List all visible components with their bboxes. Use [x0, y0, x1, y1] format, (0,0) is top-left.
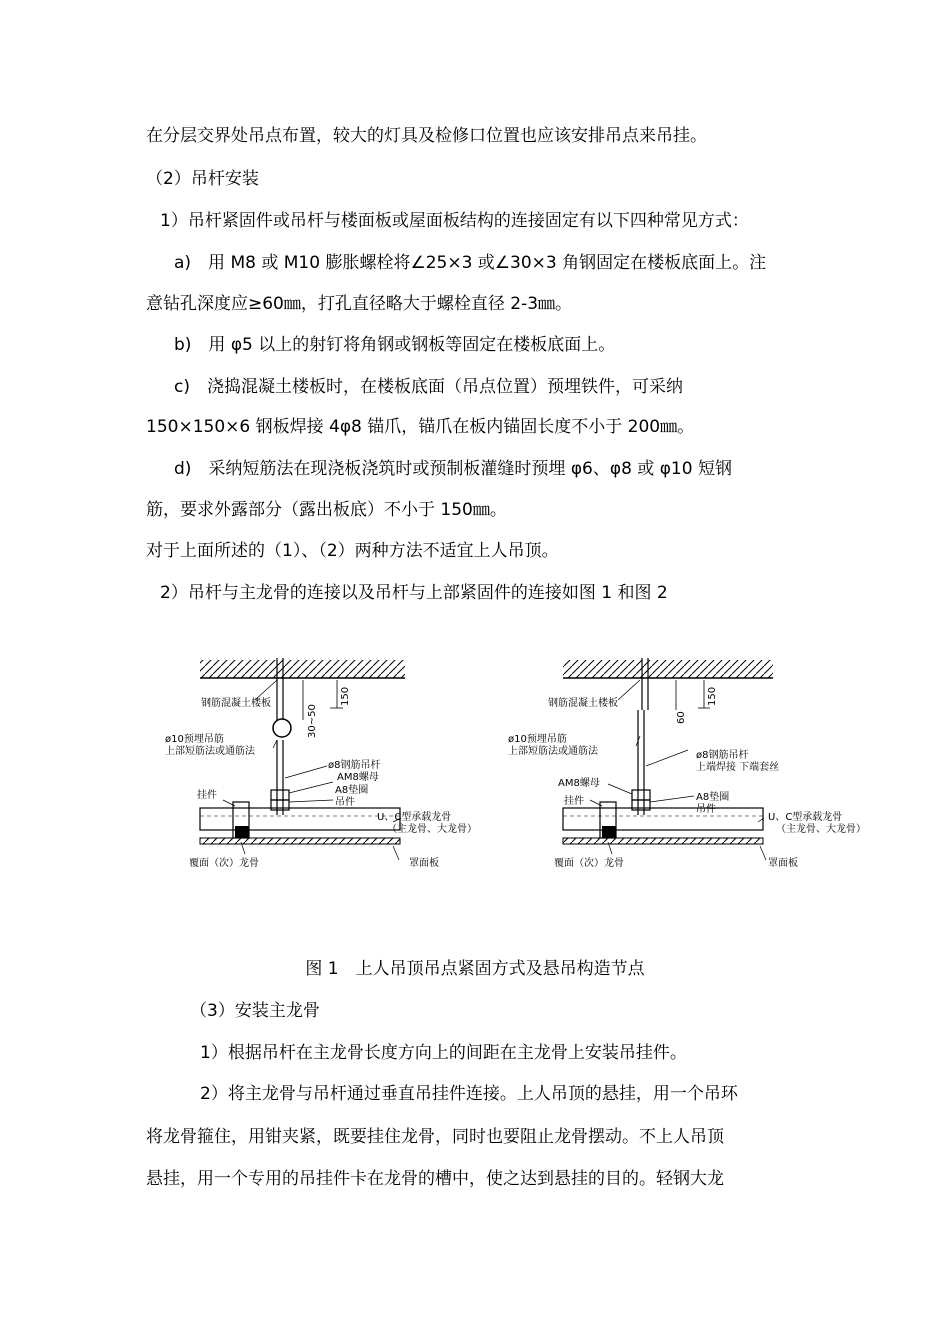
- body-text-line: 1）根据吊杆在主龙骨长度方向上的间距在主龙骨上安装吊挂件。: [200, 1043, 687, 1063]
- dim-b-label: 150: [340, 686, 351, 706]
- slab-hatch: [200, 660, 405, 678]
- body-text-line: 2）吊杆与主龙骨的连接以及吊杆与上部紧固件的连接如图 1 和图 2: [160, 583, 668, 603]
- hook-ring: [273, 719, 291, 737]
- body-text-line: b) 用 φ5 以上的射钉将角钢或钢板等固定在楼板底面上。: [174, 335, 616, 355]
- embed-label-1: ø10预埋吊筋: [165, 734, 224, 745]
- hanger2-label: 吊件: [335, 797, 355, 808]
- main-runner-label-1: U、C型承载龙骨: [768, 812, 843, 823]
- figure-left-diagram: [165, 650, 525, 880]
- panel-label: 罩面板: [409, 858, 439, 869]
- body-text-line: d) 采纳短筋法在现浇板浇筑时或预制板灌缝时预埋 φ6、φ8 或 φ10 短钢: [174, 459, 732, 479]
- embed-label-2: 上部短筋法或通筋法: [165, 746, 255, 757]
- body-text-line: c) 浇捣混凝土楼板时，在楼板底面（吊点位置）预埋铁件，可采纳: [174, 377, 683, 397]
- dim-a-label: 30~50: [307, 704, 318, 738]
- section-heading: （2）吊杆安装: [146, 169, 259, 189]
- body-text-line: a) 用 M8 或 M10 膨胀螺栓将∠25×3 或∠30×3 角钢固定在楼板底面上。注: [174, 253, 767, 273]
- rod-label: ø8钢筋吊杆: [696, 750, 749, 761]
- slab-label: 钢筋混凝土楼板: [201, 698, 271, 709]
- washer-label: A8垫圈: [696, 792, 730, 803]
- main-runner-label-2: （主龙骨、大龙骨）: [776, 824, 866, 835]
- body-text-line: 2）将主龙骨与吊杆通过垂直吊挂件连接。上人吊顶的悬挂，用一个吊环: [200, 1084, 738, 1104]
- body-text-line: 在分层交界处吊点布置，较大的灯具及检修口位置也应该安排吊点来吊挂。: [146, 126, 707, 146]
- rod-label: ø8钢筋吊杆: [328, 760, 381, 771]
- sub-runner-label: 覆面（次）龙骨: [554, 858, 624, 869]
- figure-caption: 图 1 上人吊顶吊点紧固方式及悬吊构造节点: [305, 959, 645, 979]
- slab-hatch: [563, 660, 773, 678]
- rod-note-label: 上端焊接 下端套丝: [696, 762, 780, 773]
- body-text-line: 150×150×6 钢板焊接 4φ8 锚爪，锚爪在板内锚固长度不小于 200㎜。: [146, 417, 695, 437]
- slab-label: 钢筋混凝土楼板: [548, 698, 618, 709]
- dim-b-label: 150: [707, 686, 718, 706]
- body-text-line: 筋，要求外露部分（露出板底）不小于 150㎜。: [146, 500, 507, 520]
- body-text-line: 对于上面所述的（1）、（2）两种方法不适宜上人吊顶。: [146, 541, 559, 561]
- hanger-label: 挂件: [197, 790, 217, 801]
- body-text-line: 1）吊杆紧固件或吊杆与楼面板或屋面板结构的连接固定有以下四种常见方式：: [160, 211, 749, 231]
- washer-label: A8垫圈: [335, 785, 369, 796]
- nut-label: AM8螺母: [337, 772, 379, 783]
- sub-runner-label: 覆面（次）龙骨: [189, 858, 259, 869]
- figure-right-diagram: [508, 650, 868, 880]
- main-runner-label-1: U、C型承载龙骨: [377, 812, 452, 823]
- body-text-line: 将龙骨箍住，用钳夹紧，既要挂住龙骨，同时也要阻止龙骨摆动。不上人吊顶: [146, 1127, 724, 1147]
- embed-label-1: ø10预埋吊筋: [508, 734, 567, 745]
- nut-label: AM8螺母: [558, 778, 600, 789]
- body-text-line: 悬挂，用一个专用的吊挂件卡在龙骨的槽中，使之达到悬挂的目的。轻钢大龙: [146, 1169, 724, 1189]
- body-text-line: 意钻孔深度应≥60㎜，打孔直径略大于螺栓直径 2-3㎜。: [146, 294, 573, 314]
- main-runner-label-2: （主龙骨、大龙骨）: [387, 824, 477, 835]
- embed-label-2: 上部短筋法或通筋法: [508, 746, 598, 757]
- section-heading: （3）安装主龙骨: [190, 1001, 320, 1021]
- dim-a-label: 60: [676, 711, 687, 724]
- hanger2-label: 吊件: [696, 804, 716, 815]
- panel-label: 罩面板: [768, 858, 798, 869]
- hanger-label: 挂件: [564, 796, 584, 807]
